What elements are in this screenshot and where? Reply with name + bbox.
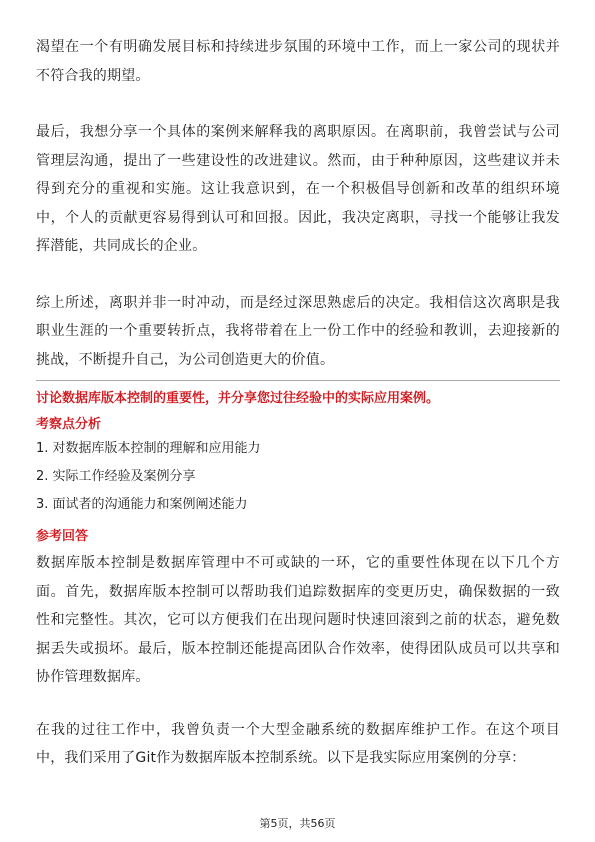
paragraph-reason-case: 最后，我想分享一个具体的案例来解释我的离职原因。在离职前，我曾尝试与公司管理层沟通，提出了一些建设性的改进建议。然而，由于种种原因，这些建议并未得到充分的重视和实施。这让我意识到，在一个积极倡导创新和改革的组织环境中，个人的贡献更容易得到认可和回报。因此，我决定离职，寻找一个能够让我发挥潜能，共同成长的企业。: [36, 124, 560, 254]
paragraph-gap: [36, 90, 560, 118]
paragraph-gap: [36, 692, 560, 716]
analysis-list: [36, 435, 560, 519]
analysis-item: 1. 对数据库版本控制的理解和应用能力: [36, 441, 261, 456]
analysis-item: 3. 面试者的沟通能力和案例阐述能力: [36, 497, 248, 512]
page-number-footer: 第5页，共56页: [259, 817, 336, 830]
reference-paragraph-case: 在我的过往工作中，我曾负责一个大型金融系统的数据库维护工作。在这个项目中，我们采用了Git作为数据库版本控制系统。以下是我实际应用案例的分享：: [36, 721, 560, 766]
question-heading: 讨论数据库版本控制的重要性，并分享您过往经验中的实际应用案例。: [36, 391, 440, 406]
paragraph-summary: 综上所述，离职并非一时冲动，而是经过深思熟虑后的决定。我相信这次离职是我职业生涯的一个重要转折点，我将带着在上一份工作中的经验和教训，去迎接新的挑战，不断提升自己，为公司创造更大的价值。: [36, 294, 560, 368]
paragraph-gap: [36, 261, 560, 289]
analysis-heading: 考察点分析: [36, 417, 102, 432]
section-divider: [36, 380, 560, 381]
reference-heading: 参考回答: [36, 529, 89, 544]
paragraph-continuation: 渴望在一个有明确发展目标和持续进步氛围的环境中工作，而上一家公司的现状并不符合我的期望。: [36, 39, 560, 84]
page-content: [36, 33, 560, 773]
reference-paragraph-importance: 数据库版本控制是数据库管理中不可或缺的一环，它的重要性体现在以下几个方面。首先，数据库版本控制可以帮助我们追踪数据库的变更历史，确保数据的一致性和完整性。其次，它可以方便我们在出现问题时快速回滚到之前的状态，避免数据丢失或损坏。最后，版本控制还能提高团队合作效率，使得团队成员可以共享和协作管理数据库。: [36, 555, 560, 685]
analysis-item: 2. 实际工作经验及案例分享: [36, 469, 196, 484]
